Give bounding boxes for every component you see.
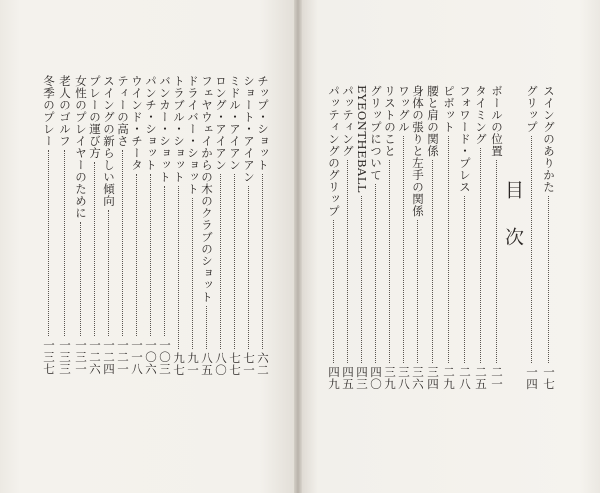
left-entry-leader [178,186,180,349]
page-title: 目次 [502,180,524,274]
left-entry-leader [108,210,110,336]
right-entry-page-number: 二八 [458,366,472,390]
left-entry-label: パンチ・ショット [144,75,158,171]
right-entry-leader [548,196,550,363]
left-entry-leader [80,222,82,336]
right-entry-label: パッティング [341,85,355,157]
right-entry-page-number: 一七 [542,366,556,390]
book-gutter [294,0,302,493]
right-entry-leader [448,136,450,363]
right-entry-page-number: 三八 [397,366,411,390]
left-entry-page-number: 一三三 [58,339,72,375]
right-entry-label: タイミング [474,85,488,145]
left-entry-page-number: 九七 [172,352,186,376]
left-entry-leader [248,186,250,349]
left-entry-label: ロング・アイアン [214,75,228,171]
left-entry-label: ミドル・アイアン [228,75,242,171]
right-entry-label: スイングのありかた [542,85,556,193]
left-entry-label: ドライバー・ショット [186,75,200,195]
right-entry-page-number: 二九 [442,366,456,390]
left-entry-page-number: 一一八 [130,339,144,375]
left-entry-leader [122,150,124,336]
right-entry-label: 身体の張りと左手の関係 [411,85,425,217]
right-entry-page-number: 三九 [383,366,397,390]
left-entry-page-number: 七七 [228,352,242,376]
right-entry-page-number: 四〇 [369,366,383,390]
left-entry-leader [136,174,138,336]
left-entry-leader [150,174,152,336]
right-entry-label: パッティングのグリップ [327,85,341,217]
right-entry-page-number: 三六 [411,366,425,390]
left-entry-label: ティーの高さ [116,75,130,147]
left-entry-page-number: 一三一 [74,339,88,375]
right-entry-leader [333,220,335,363]
right-entry-page-number: 一四 [525,366,539,390]
left-entry-label: 女性のプレイヤーのために [74,75,88,219]
left-page [0,0,296,493]
right-entry-page-number: 四五 [341,366,355,390]
left-entry-leader [94,162,96,336]
left-entry-leader [262,174,264,349]
left-entry-label: 老人のゴルフ [58,75,72,147]
left-entry-leader [220,174,222,349]
right-entry-label: ピボット [442,85,456,133]
left-entry-leader [164,186,166,336]
right-entry-leader [403,136,405,363]
left-entry-label: スイングの新らしい傾向 [102,75,116,207]
left-entry-page-number: 一二六 [88,339,102,375]
left-entry-page-number: 一三七 [42,339,56,375]
right-entry-page-number: 二五 [474,366,488,390]
right-entry-leader [361,196,363,363]
left-entry-page-number: 九一 [186,352,200,376]
left-entry-page-number: 一二一 [116,339,130,375]
left-entry-page-number: 八五 [200,352,214,376]
right-entry-label: グリップについて [369,85,383,181]
right-entry-leader [480,148,482,363]
right-entry-label: EYEONTHEBALL [355,85,369,193]
right-entry-label: リストのこと [383,85,397,157]
left-entry-page-number: 八〇 [214,352,228,376]
right-entry-leader [432,160,434,363]
right-entry-page-number: 二一 [490,366,504,390]
right-entry-leader [496,160,498,363]
left-entry-label: ショート・アイアン [242,75,256,183]
right-entry-leader [375,184,377,363]
left-entry-label: トラブル・ショット [172,75,186,183]
right-entry-page-number: 四三 [355,366,369,390]
left-entry-page-number: 六二 [256,352,270,376]
right-entry-label: ワッグル [397,85,411,133]
right-entry-label: ボールの位置 [490,85,504,157]
left-entry-page-number: 一〇六 [144,339,158,375]
right-page [300,0,600,493]
left-entry-page-number: 一〇三 [158,339,172,375]
right-entry-leader [531,136,533,363]
right-entry-page-number: 四九 [327,366,341,390]
left-entry-label: 冬季のプレー [42,75,56,147]
left-entry-leader [64,150,66,336]
left-entry-leader [234,174,236,349]
left-entry-label: フェヤウェイからの木のクラブのショット [200,75,214,303]
left-entry-label: チップ・ショット [256,75,270,171]
right-entry-leader [389,160,391,363]
left-entry-label: ウインド・チータ [130,75,144,171]
right-entry-leader [417,220,419,363]
left-entry-page-number: 一二四 [102,339,116,375]
right-entry-leader [464,196,466,363]
right-entry-label: グリップ [525,85,539,133]
left-entry-leader [206,306,208,349]
right-entry-page-number: 三四 [426,366,440,390]
left-entry-leader [48,150,50,336]
left-entry-leader [192,198,194,349]
left-entry-label: バンカー・ショット [158,75,172,183]
right-entry-leader [347,160,349,363]
right-entry-label: フォワード・プレス [458,85,472,193]
left-entry-label: プレーの運び方 [88,75,102,159]
right-entry-label: 腰と肩の関係 [426,85,440,157]
left-entry-page-number: 七一 [242,352,256,376]
